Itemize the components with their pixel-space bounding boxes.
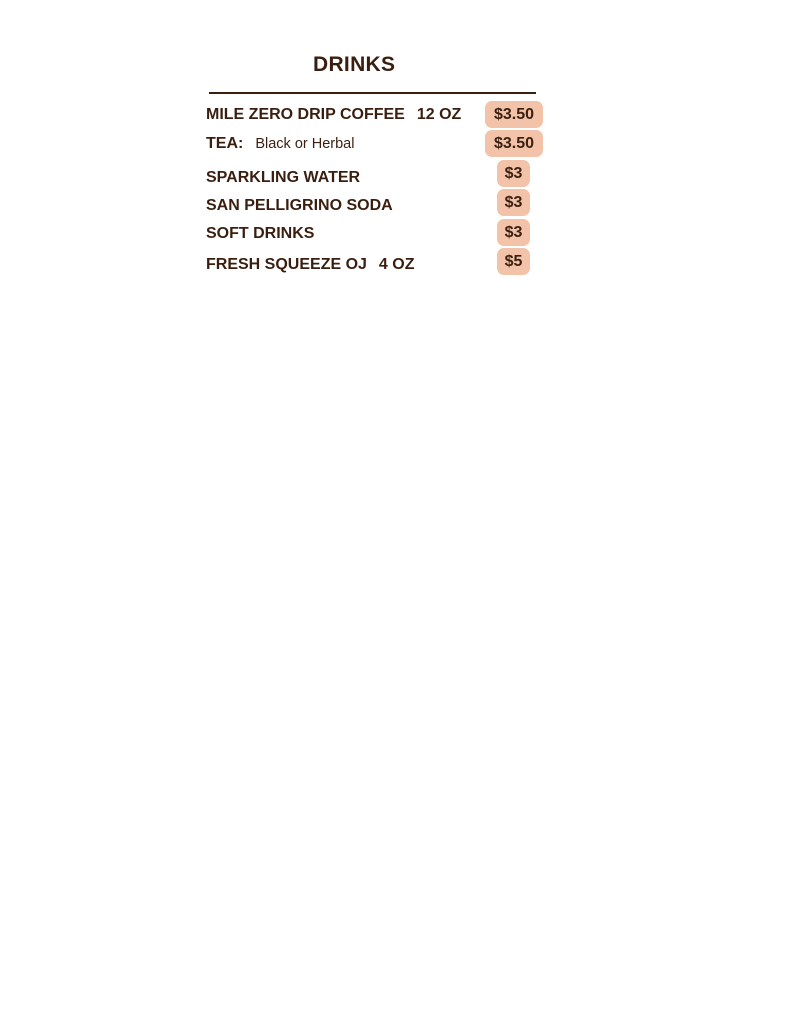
item-name: FRESH SQUEEZE OJ xyxy=(206,256,367,273)
item-note: Black or Herbal xyxy=(255,136,355,152)
item-name: SAN PELLIGRINO SODA xyxy=(206,197,393,214)
price-badge: $3 xyxy=(497,189,530,216)
price-badge: $3 xyxy=(497,160,530,187)
price-badge: $3 xyxy=(497,219,530,246)
item-size: 12 OZ xyxy=(416,106,462,123)
menu-item-san-pelligrino xyxy=(206,197,393,215)
price-badge: $3.50 xyxy=(485,130,543,157)
menu-item-drip-coffee xyxy=(206,106,461,124)
price-badge: $3.50 xyxy=(485,101,543,128)
item-name: MILE ZERO DRIP COFFEE xyxy=(206,106,405,123)
item-name: TEA: xyxy=(206,135,244,152)
menu-item-tea xyxy=(206,135,354,153)
menu-item-fresh-oj xyxy=(206,256,414,274)
item-name: SOFT DRINKS xyxy=(206,225,315,242)
item-size: 4 OZ xyxy=(378,256,415,273)
price-badge: $5 xyxy=(497,248,530,275)
menu-item-soft-drinks xyxy=(206,225,314,243)
section-title: DRINKS xyxy=(313,53,396,76)
item-name: SPARKLING WATER xyxy=(206,169,361,186)
title-divider xyxy=(209,92,536,94)
menu-item-sparkling-water xyxy=(206,169,360,187)
